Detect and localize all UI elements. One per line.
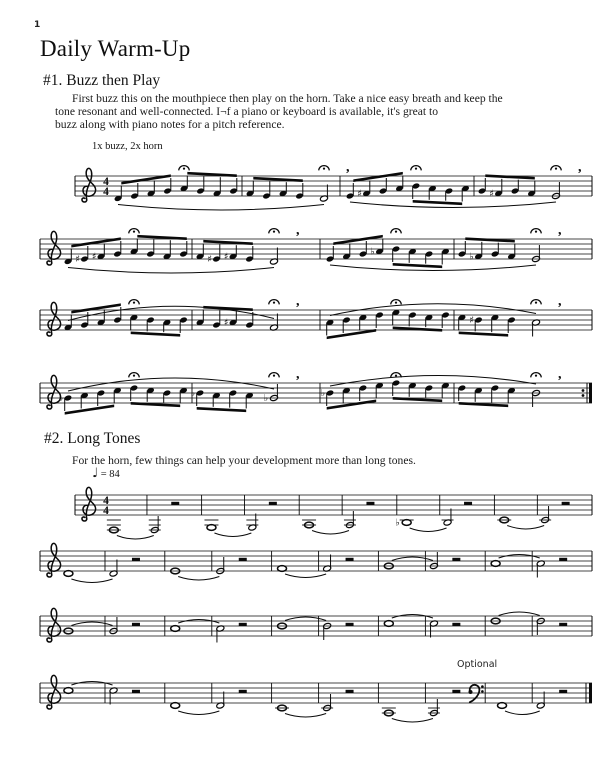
half-rest <box>452 690 460 693</box>
treble-clef-icon <box>47 302 61 336</box>
paragraph-line: For the horn, few things can help your development more than long tones. <box>72 454 416 467</box>
half-rest <box>452 623 460 626</box>
svg-text:♭: ♭ <box>469 251 474 263</box>
paragraph-line: tone resonant and well-connected. I¬f a piano or keyboard is available, it's great to <box>55 105 439 119</box>
half-rest <box>559 558 567 561</box>
staff-long-4 <box>40 675 592 722</box>
optional-label: Optional <box>457 659 498 670</box>
fermata <box>551 166 561 171</box>
paragraph-line: First buzz this on the mouthpiece then play on the horn. Take a nice easy breath and keep the <box>72 92 503 105</box>
fermata <box>319 166 329 171</box>
half-rest <box>559 623 567 626</box>
half-rest <box>269 502 277 505</box>
breath-mark: , <box>558 294 562 309</box>
staff-long-2 <box>40 543 592 582</box>
treble-clef-icon <box>82 168 96 202</box>
breath-mark: , <box>578 160 582 175</box>
treble-clef-icon <box>47 675 61 709</box>
treble-clef-icon <box>47 231 61 265</box>
staff-buzz-1 <box>75 160 592 210</box>
half-rest <box>239 690 247 693</box>
fermata <box>129 373 139 378</box>
quarter-note-icon: ♩ <box>92 466 99 481</box>
staff-buzz-4 <box>40 367 592 415</box>
fermata <box>391 229 401 234</box>
svg-text:♭: ♭ <box>263 393 269 405</box>
treble-clef-icon <box>47 543 61 577</box>
breath-mark: , <box>296 294 300 309</box>
svg-text:♯: ♯ <box>207 254 212 266</box>
half-rest <box>132 558 140 561</box>
svg-text:♯: ♯ <box>469 315 474 327</box>
svg-text:♯: ♯ <box>489 188 494 200</box>
fermata <box>269 300 279 305</box>
half-rest <box>346 623 354 626</box>
fermata <box>531 300 541 305</box>
page-title: Daily Warm-Up <box>40 36 191 61</box>
half-rest <box>239 558 247 561</box>
time-signature: 4 <box>103 176 109 188</box>
section1-heading: #1. Buzz then Play <box>43 72 161 89</box>
time-signature: 4 <box>103 495 109 507</box>
staff1-performance-label: 1x buzz, 2x horn <box>92 141 163 152</box>
time-signature: 4 <box>103 505 109 517</box>
time-signature: 4 <box>103 186 109 198</box>
fermata <box>411 166 421 171</box>
staff-long-3 <box>40 608 592 642</box>
page-number: 1 <box>34 20 41 30</box>
svg-text:♭: ♭ <box>57 626 62 638</box>
fermata <box>129 229 139 234</box>
fermata <box>391 300 401 305</box>
fermata <box>129 300 139 305</box>
staff-long-1 <box>75 487 592 539</box>
svg-text:♭: ♭ <box>395 517 400 529</box>
half-rest <box>239 623 247 626</box>
paragraph-line: buzz along with piano notes for a pitch reference. <box>55 118 285 132</box>
treble-clef-icon <box>82 487 96 521</box>
half-rest <box>346 558 354 561</box>
svg-text:♯: ♯ <box>75 254 80 266</box>
breath-mark: , <box>296 223 300 238</box>
svg-text:♯: ♯ <box>223 317 229 329</box>
half-rest <box>559 690 567 693</box>
staff-buzz-3 <box>40 294 592 339</box>
svg-text:♯: ♯ <box>223 251 229 263</box>
svg-text:♭: ♭ <box>190 388 196 400</box>
breath-mark: , <box>296 367 300 382</box>
svg-text:♯: ♯ <box>357 188 362 200</box>
half-rest <box>452 558 460 561</box>
half-rest <box>366 502 374 505</box>
svg-text:♭: ♭ <box>58 393 64 405</box>
half-rest <box>562 502 570 505</box>
tempo-value: = 84 <box>100 469 120 480</box>
half-rest <box>171 502 179 505</box>
half-rest <box>346 690 354 693</box>
breath-mark: , <box>558 223 562 238</box>
fermata <box>269 229 279 234</box>
fermata <box>531 373 541 378</box>
bass-clef-icon <box>469 685 484 702</box>
svg-text:♭: ♭ <box>320 388 326 400</box>
breath-mark: , <box>346 160 350 175</box>
half-rest <box>132 623 140 626</box>
half-rest <box>132 690 140 693</box>
svg-text:♭: ♭ <box>370 246 375 258</box>
svg-text:♯: ♯ <box>91 251 97 263</box>
fermata <box>531 229 541 234</box>
fermata <box>269 373 279 378</box>
half-rest <box>464 502 472 505</box>
fermata <box>179 166 189 171</box>
breath-mark: , <box>558 367 562 382</box>
section2-heading: #2. Long Tones <box>44 430 141 447</box>
staff-buzz-2 <box>40 223 592 273</box>
